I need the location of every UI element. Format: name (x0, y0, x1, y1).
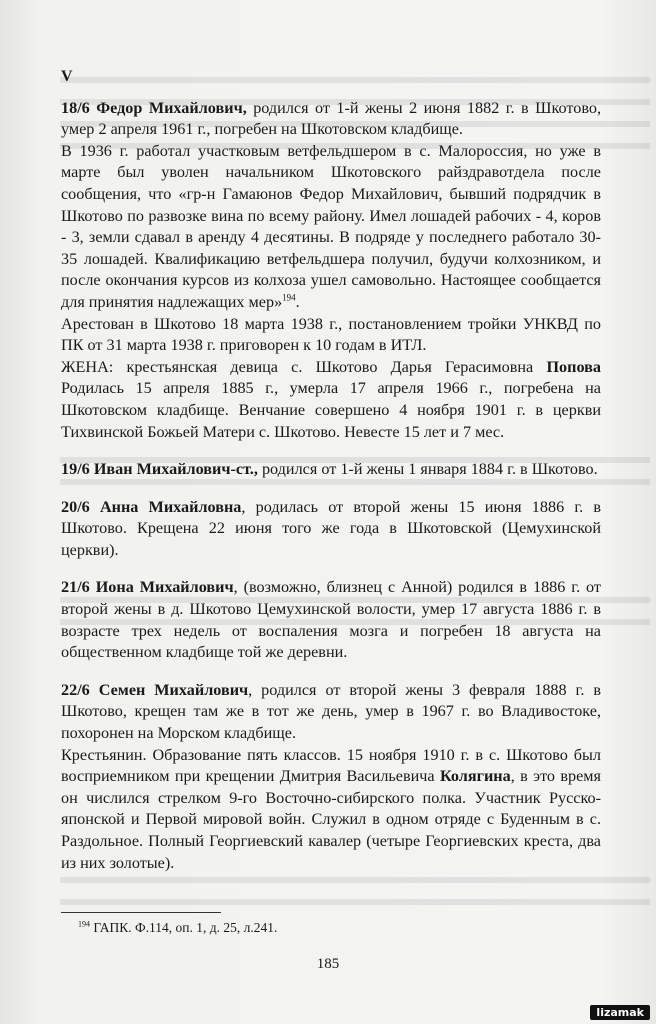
entry-paragraph: 19/6 Иван Михайлович-ст., родился от 1-й жены 1 января 1884 г. в Шкотово. (61, 460, 598, 479)
surname: Колягина (439, 767, 511, 786)
entry-paragraph: 21/6 Иона Михайлович, (возможно, близнец с Анной) родился в 1886 г. от второй жены в д. Шкотово Цемухинской волости, умер 17 августа 1886 г. в возрасте трех недель от воспаления мозга и погребен 18 августа на общественном кладбище той же деревни. (61, 578, 602, 662)
footnote-divider (61, 912, 221, 913)
entry-iona (61, 577, 601, 663)
entry-paragraph: ЖЕНА: крестьянская девица с. Шкотово Дарья Герасимовна Попова Родилась 15 апреля 1885 г., умерла 17 апреля 1966 г., погребена на Шкотовском кладбище. Венчание совершено 4 ноября 1901 г. в церкви Тихвинской Божьей Матери с. Шкотово. Невесте 15 лет и 7 мес. (61, 357, 601, 441)
entry-ivan (61, 459, 601, 481)
entry-name: 20/6 Анна Михайловна (61, 497, 242, 516)
entry-paragraph: Арестован в Шкотово 18 марта 1938 г., постановлением тройки УНКВД по ПК от 31 марта 1938 г. приговорен к 10 годам в ИТЛ. (61, 314, 601, 355)
page-body (61, 66, 601, 890)
watermark-badge: lizamak (590, 1005, 650, 1020)
entry-name: 22/6 Семен Михайлович (61, 680, 249, 699)
page-number: 185 (316, 956, 340, 972)
section-marker: V (61, 68, 73, 85)
entry-paragraph: Крестьянин. Образование пять классов. 15 ноября 1910 г. в с. Шкотово был восприемником при крещении Дмитрия Васильевича Колягина, в это время он числился стрелком 9-го Восточно-сибирского полка. Участник Русско-японской и Первой мировой войн. Служил в одном отряде с Буденным в с. Раздольное. Полный Георгиевский кавалер (четыре Георгиевских креста, два из них золотые). (61, 745, 601, 872)
surname: Попова (546, 357, 601, 376)
entry-paragraph: 18/6 Федор Михайлович, родился от 1-й жены 2 июня 1882 г. в Шкотово, умер 2 апреля 1961 г., погребен на Шкотовском кладбище. (61, 98, 602, 139)
footnote (78, 920, 277, 936)
entry-paragraph: В 1936 г. работал участковым ветфельдшером в с. Малороссия, но уже в марте был уволен начальником Шкотовского райздравотдела после сообщения, что «гр-н Гамаюнов Федор Михайлович, бывший подрядчик в Шкотово по развозке вина по всему району. Имел лошадей рабочих - 4, коров - 3, земли сдавал в аренду 4 десятины. В подряде у последнего работало 30-35 лошадей. Квалификацию ветфельдшера получил, будучи колхозником, и после окончания курсов из колхоза ушел самовольно. Настоящее сообщается для принятия надлежащих мер»$^{194}$. (61, 141, 601, 311)
footnote-number: 194 (78, 919, 90, 929)
entry-anna (61, 497, 601, 562)
entry-paragraph: 20/6 Анна Михайловна, родилась от второй жены 15 июня 1886 г. в Шкотово. Крещена 22 июня того же года в Шкотовской (Цемухинской церкви). (61, 497, 601, 559)
entry-semen (61, 680, 601, 874)
entry-name: 19/6 Иван Михайлович-ст., (61, 460, 258, 479)
entry-name: 21/6 Иона Михайлович (61, 578, 234, 597)
entry-name: 18/6 Федор Михайлович, (61, 98, 247, 117)
footnote-text: ГАПК. Ф.114, оп. 1, д. 25, л.241. (93, 920, 278, 935)
entry-paragraph: 22/6 Семен Михайлович, родился от второй жены 3 февраля 1888 г. в Шкотово, крещен там же в тот же день, умер в 1967 г. во Владивостоке, похоронен на Морском кладбище. (61, 680, 601, 743)
entry-fedor (61, 98, 601, 444)
footnote-ref: 194 (282, 292, 296, 303)
